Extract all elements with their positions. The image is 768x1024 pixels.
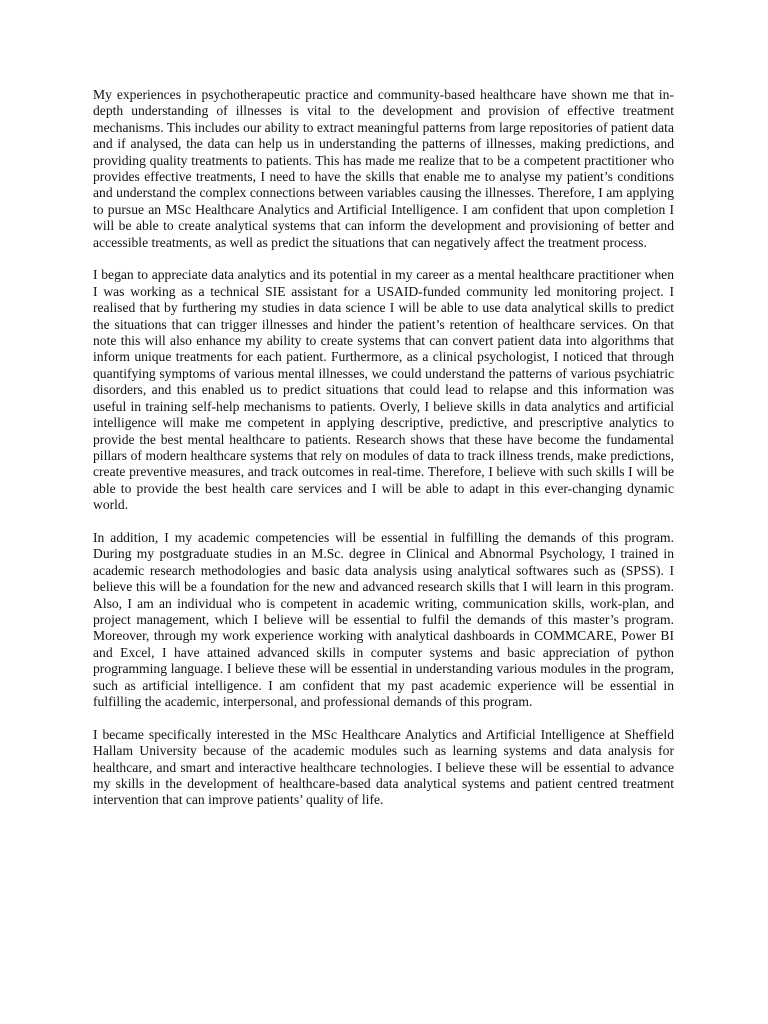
paragraph-academic-competencies: In addition, I my academic competencies will be essential in fulfilling the demands of this program. During my postgraduate studies in an M.Sc. degree in Clinical and Abnormal Psychology, I trained in academic research methodologies and basic data analysis using analytical softwares such as (SPSS). I believe this will be a foundation for the new and advanced research skills that I will learn in this program. Also, I am an individual who is competent in academic writing, communication skills, work-plan, and project management, which I believe will be essential to fulfil the demands of this master’s program. Moreover, through my work experience working with analytical dashboards in COMMCARE, Power BI and Excel, I have attained advanced skills in computer systems and basic appreciation of python programming language. I believe these will be essential in understanding various modules in the program, such as artificial intelligence. I am confident that my past academic experience will be essential in fulfilling the academic, interpersonal, and professional demands of this program. — [93, 529, 674, 709]
paragraph-intro: My experiences in psychotherapeutic practice and community-based healthcare have shown me that in-depth understanding of illnesses is vital to the development and provision of effective treatment mechanisms. This includes our ability to extract meaningful patterns from large repositories of patient data and if analysed, the data can help us in understanding the patterns of illnesses, making predictions, and providing quality treatments to patients. This has made me realize that to be a competent practitioner who provides effective treatments, I need to have the skills that enable me to analyse my patient’s conditions and understand the complex connections between variables causing the illnesses. Therefore, I am applying to pursue an MSc Healthcare Analytics and Artificial Intelligence. I am confident that upon completion I will be able to create analytical systems that can inform the development and provisioning of better and accessible treatments, as well as predict the situations that can negatively affect the treatment process. — [93, 87, 674, 250]
paragraph-data-analytics-interest: I began to appreciate data analytics and its potential in my career as a mental healthcare practitioner when I was working as a technical SIE assistant for a USAID-funded community led monitoring project. I realised that by furthering my studies in data science I will be able to use data analytical skills to predict the situations that can trigger illnesses and hinder the patient’s retention of healthcare services. On that note this will also enhance my ability to create systems that can convert patient data into algorithms that inform unique treatments for each patient. Furthermore, as a clinical psychologist, I noticed that through quantifying symptoms of various mental illnesses, we could understand the patterns of various psychiatric disorders, and this enabled us to predict situations that could lead to relapse and this information was useful in training self-help mechanisms to patients. Overly, I believe skills in data analytics and artificial intelligence will make me competent in applying descriptive, predictive, and prescriptive analytics to provide the best mental healthcare to patients. Research shows that these have become the fundamental pillars of modern healthcare systems that rely on modules of data to track illness trends, make predictions, create preventive measures, and track outcomes in real-time. Therefore, I believe with such skills I will be able to provide the best health care services and I will be able to adapt in this ever-changing dynamic world. — [93, 267, 674, 513]
paragraph-program-interest: I became specifically interested in the MSc Healthcare Analytics and Artificial Intelligence at Sheffield Hallam University because of the academic modules such as learning systems and data analysis for healthcare, and smart and interactive healthcare technologies. I believe these will be essential to advance my skills in the development of healthcare-based data analytical systems and patient centred treatment intervention that can improve patients’ quality of life. — [93, 726, 674, 808]
document-page — [93, 87, 674, 809]
